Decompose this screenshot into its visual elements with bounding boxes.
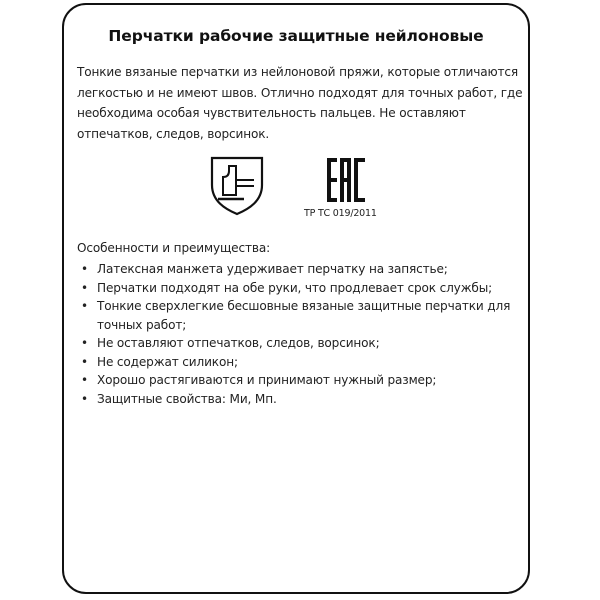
list-item: [77, 371, 527, 390]
feature-text: Хорошо растягиваются и принимают нужный размер;: [97, 373, 437, 387]
list-item: [77, 279, 527, 298]
bullet-icon: •: [81, 262, 88, 276]
list-item: [77, 353, 527, 372]
bullet-icon: •: [81, 354, 88, 369]
feature-text: Тонкие сверхлегкие бесшовные вязаные защитные перчатки для точных работ;: [97, 299, 511, 332]
product-info-card: [62, 3, 530, 594]
feature-text: Не оставляют отпечатков, следов, ворсинок;: [97, 336, 380, 350]
intro-paragraph: Тонкие вязаные перчатки из нейлоновой пряжи, которые отличаются легкостью и не имеют швов. Отлично подходят для точных работ, где необходима особая чувствительность пальцев. Не оставляют отпечатков, следов, ворсинок.: [77, 65, 523, 141]
features-list: [77, 260, 527, 408]
shield-mechanical-protection-icon: [209, 155, 265, 217]
bullet-icon: •: [81, 299, 88, 313]
eac-standard-caption: ТР ТС 019/2011: [304, 208, 377, 219]
bullet-icon: •: [81, 280, 88, 295]
feature-text: Защитные свойства: Ми, Мп.: [97, 391, 277, 406]
feature-text: Латексная манжета удерживает перчатку на запястье;: [97, 262, 448, 276]
features-heading: Особенности и преимущества:: [77, 241, 271, 255]
bullet-icon: •: [81, 373, 88, 387]
list-item: [77, 390, 527, 409]
eac-mark-icon: [326, 157, 366, 203]
feature-text: Не содержат силикон;: [97, 354, 238, 369]
certification-icons: [64, 153, 528, 233]
list-item: [77, 260, 527, 279]
feature-text: Перчатки подходят на обе руки, что продлевает срок службы;: [97, 280, 493, 295]
page-title: Перчатки рабочие защитные нейлоновые: [108, 27, 484, 45]
bullet-icon: •: [81, 336, 88, 350]
list-item: [77, 334, 527, 353]
bullet-icon: •: [81, 391, 88, 406]
list-item: [77, 297, 527, 334]
